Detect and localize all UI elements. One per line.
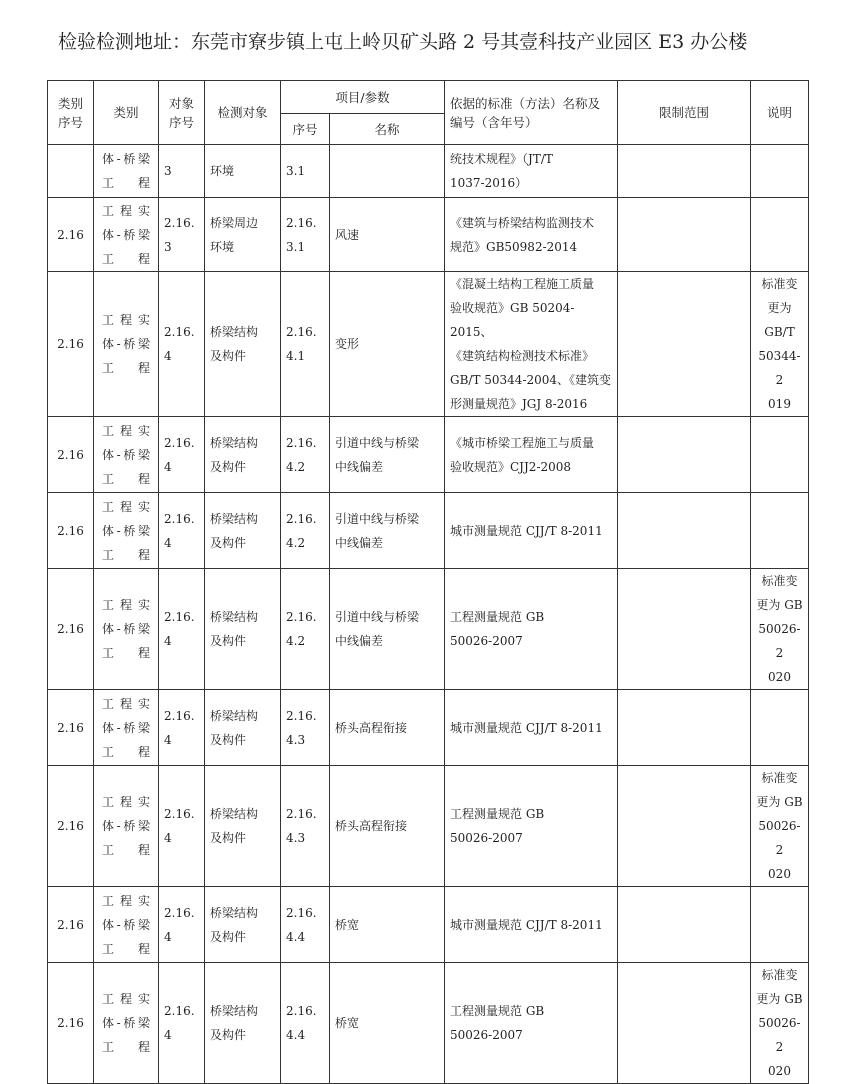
cell-note — [751, 198, 809, 272]
cell-category-no: 2.16 — [48, 766, 94, 887]
cell-item-name: 桥宽 — [330, 887, 445, 963]
cell-item-no: 3.1 — [281, 145, 330, 198]
table-row — [48, 272, 809, 417]
cell-limit — [618, 272, 751, 417]
cell-item-name: 桥头高程衔接 — [330, 690, 445, 766]
cell-item-name: 引道中线与桥梁 中线偏差 — [330, 569, 445, 690]
table-row — [48, 963, 809, 1084]
cell-note: 标准变 更为 GB 50026-2 020 — [751, 963, 809, 1084]
cell-note — [751, 145, 809, 198]
cell-item-no: 2.16. 4.2 — [281, 493, 330, 569]
cell-category-no: 2.16 — [48, 493, 94, 569]
table-header-row — [48, 81, 809, 114]
cell-item-name: 引道中线与桥梁 中线偏差 — [330, 493, 445, 569]
cell-category-no: 2.16 — [48, 690, 94, 766]
cell-limit — [618, 887, 751, 963]
cell-note: 标准变 更为 GB 50026-2 020 — [751, 569, 809, 690]
table-row — [48, 569, 809, 690]
cell-object-no: 2.16. 4 — [159, 963, 205, 1084]
cell-category-no: 2.16 — [48, 272, 94, 417]
cell-category-no: 2.16 — [48, 963, 94, 1084]
header-object-no: 对象 序号 — [159, 81, 205, 145]
cell-object: 桥梁结构 及构件 — [205, 690, 281, 766]
cell-item-name: 桥头高程衔接 — [330, 766, 445, 887]
header-note: 说明 — [751, 81, 809, 145]
header-limit: 限制范围 — [618, 81, 751, 145]
table-row — [48, 417, 809, 493]
cell-standard: 工程测量规范 GB 50026-2007 — [445, 963, 618, 1084]
cell-category: 工程实 体-桥梁 工程 — [94, 690, 159, 766]
cell-category: 工程实 体-桥梁 工程 — [94, 569, 159, 690]
cell-item-no: 2.16. 4.3 — [281, 766, 330, 887]
header-standard: 依据的标准（方法）名称及 编号（含年号） — [445, 81, 618, 145]
cell-object: 桥梁周边 环境 — [205, 198, 281, 272]
cell-note: 标准变 更为 GB 50026-2 020 — [751, 766, 809, 887]
cell-category: 工程实 体-桥梁 工程 — [94, 493, 159, 569]
cell-item-name: 变形 — [330, 272, 445, 417]
page-title: 检验检测地址：东莞市寮步镇上屯上岭贝矿头路 2 号其壹科技产业园区 E3 办公楼 — [58, 31, 748, 53]
cell-standard: 统技术规程》（JT/T 1037-2016） — [445, 145, 618, 198]
cell-item-no: 2.16. 4.2 — [281, 417, 330, 493]
cell-object: 桥梁结构 及构件 — [205, 272, 281, 417]
header-item-name: 名称 — [330, 114, 445, 145]
cell-item-no: 2.16. 3.1 — [281, 198, 330, 272]
table-row — [48, 766, 809, 887]
cell-limit — [618, 417, 751, 493]
cell-limit — [618, 198, 751, 272]
cell-standard: 《混凝土结构工程施工质量 验收规范》GB 50204-2015、 《建筑结构检测技术标准》 GB/T 50344-2004、《建筑变 形测量规范》JGJ 8-2016 — [445, 272, 618, 417]
cell-category-no: 2.16 — [48, 417, 94, 493]
cell-standard: 《建筑与桥梁结构监测技术 规范》GB50982-2014 — [445, 198, 618, 272]
cell-category: 工程实 体-桥梁 工程 — [94, 887, 159, 963]
cell-object-no: 2.16. 4 — [159, 887, 205, 963]
cell-category: 工程实 体-桥梁 工程 — [94, 272, 159, 417]
header-object: 检测对象 — [205, 81, 281, 145]
cell-item-name: 桥宽 — [330, 963, 445, 1084]
cell-limit — [618, 963, 751, 1084]
cell-category: 工程实 体-桥梁 工程 — [94, 766, 159, 887]
cell-limit — [618, 145, 751, 198]
table-row — [48, 145, 809, 198]
cell-limit — [618, 569, 751, 690]
cell-note — [751, 690, 809, 766]
cell-object-no: 2.16. 4 — [159, 417, 205, 493]
cell-standard: 《城市桥梁工程施工与质量 验收规范》CJJ2-2008 — [445, 417, 618, 493]
cell-category-no: 2.16 — [48, 887, 94, 963]
table-row — [48, 493, 809, 569]
header-item-param: 项目/参数 — [281, 81, 445, 114]
cell-category: 工程实 体-桥梁 工程 — [94, 198, 159, 272]
cell-item-name: 引道中线与桥梁 中线偏差 — [330, 417, 445, 493]
cell-item-no: 2.16. 4.4 — [281, 887, 330, 963]
cell-object: 桥梁结构 及构件 — [205, 887, 281, 963]
cell-item-no: 2.16. 4.3 — [281, 690, 330, 766]
cell-category-no — [48, 145, 94, 198]
cell-limit — [618, 493, 751, 569]
header-category-no: 类别 序号 — [48, 81, 94, 145]
header-item-no: 序号 — [281, 114, 330, 145]
cell-note — [751, 417, 809, 493]
cell-object: 桥梁结构 及构件 — [205, 963, 281, 1084]
cell-category: 体-桥梁 工程 — [94, 145, 159, 198]
cell-object: 桥梁结构 及构件 — [205, 766, 281, 887]
cell-item-no: 2.16. 4.4 — [281, 963, 330, 1084]
cell-object: 桥梁结构 及构件 — [205, 417, 281, 493]
cell-object-no: 2.16. 4 — [159, 493, 205, 569]
cell-standard: 城市测量规范 CJJ/T 8-2011 — [445, 887, 618, 963]
cell-standard: 工程测量规范 GB 50026-2007 — [445, 569, 618, 690]
accreditation-scope-table — [47, 80, 809, 1084]
cell-standard: 城市测量规范 CJJ/T 8-2011 — [445, 690, 618, 766]
cell-category: 工程实 体-桥梁 工程 — [94, 417, 159, 493]
table-row — [48, 690, 809, 766]
cell-item-no: 2.16. 4.1 — [281, 272, 330, 417]
cell-standard: 城市测量规范 CJJ/T 8-2011 — [445, 493, 618, 569]
cell-object-no: 2.16. 4 — [159, 569, 205, 690]
cell-limit — [618, 690, 751, 766]
cell-object: 桥梁结构 及构件 — [205, 569, 281, 690]
cell-object: 桥梁结构 及构件 — [205, 493, 281, 569]
cell-object-no: 2.16. 4 — [159, 272, 205, 417]
table-row — [48, 198, 809, 272]
header-category: 类别 — [94, 81, 159, 145]
cell-category-no: 2.16 — [48, 569, 94, 690]
cell-note — [751, 493, 809, 569]
cell-item-name — [330, 145, 445, 198]
cell-item-name: 风速 — [330, 198, 445, 272]
table-row — [48, 887, 809, 963]
cell-item-no: 2.16. 4.2 — [281, 569, 330, 690]
cell-standard: 工程测量规范 GB 50026-2007 — [445, 766, 618, 887]
cell-note: 标准变 更为 GB/T 50344-2 019 — [751, 272, 809, 417]
cell-object-no: 2.16. 4 — [159, 766, 205, 887]
cell-object-no: 2.16. 4 — [159, 690, 205, 766]
cell-category-no: 2.16 — [48, 198, 94, 272]
cell-note — [751, 887, 809, 963]
cell-object-no: 2.16. 3 — [159, 198, 205, 272]
cell-category: 工程实 体-桥梁 工程 — [94, 963, 159, 1084]
cell-object: 环境 — [205, 145, 281, 198]
cell-object-no: 3 — [159, 145, 205, 198]
cell-limit — [618, 766, 751, 887]
